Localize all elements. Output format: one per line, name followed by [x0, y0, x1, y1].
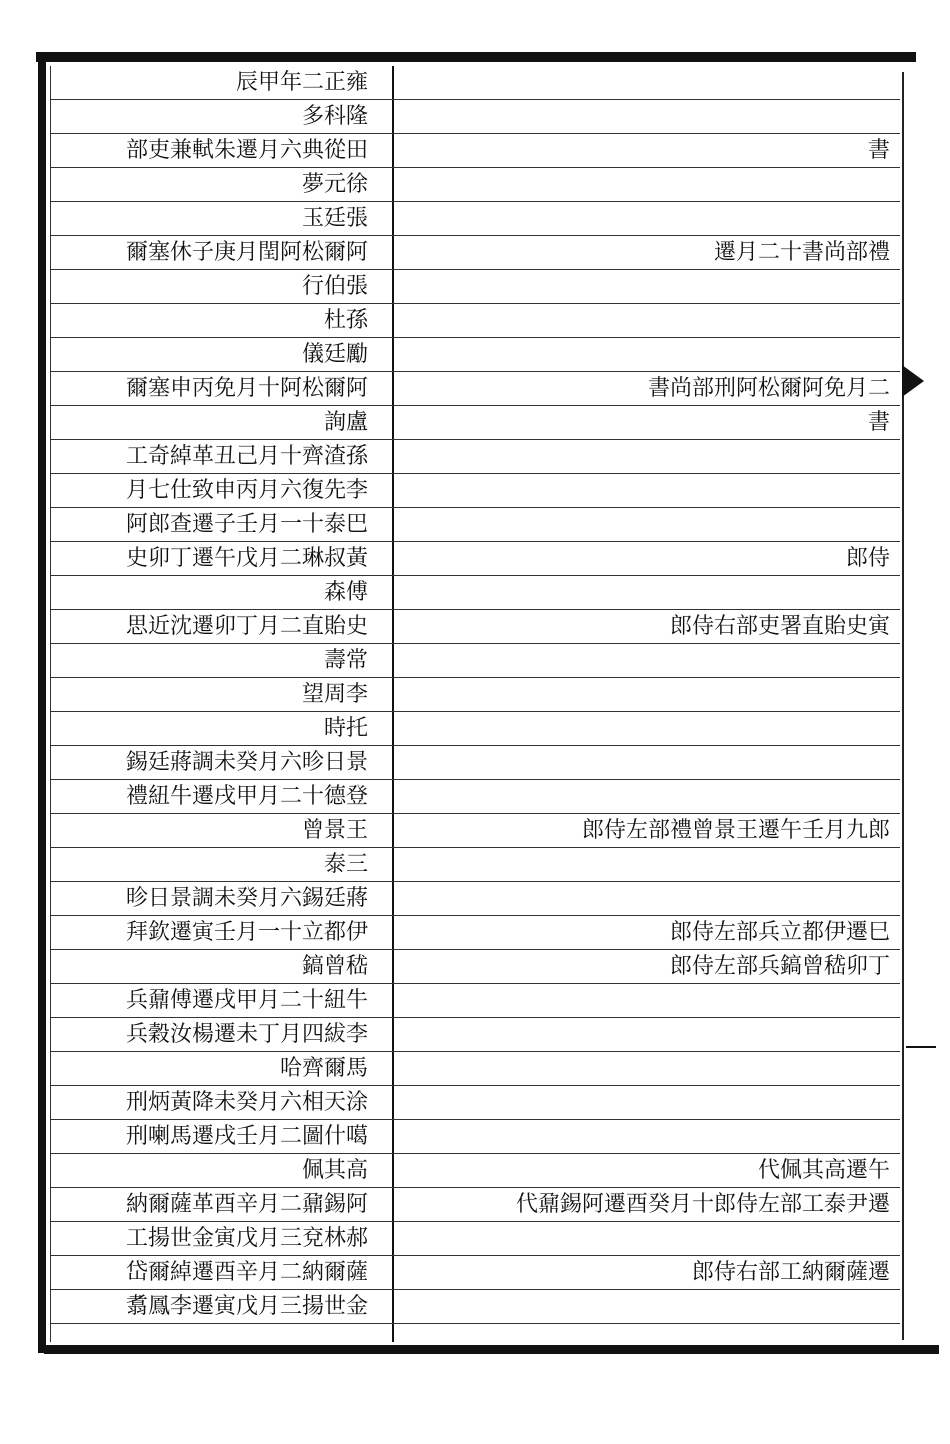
official-name-cell: 爾塞申丙免月十阿松爾阿 [125, 376, 368, 401]
appointment-note-cell [394, 338, 890, 371]
table-row [50, 508, 900, 542]
appointment-note-cell: 郎侍左部兵鎬曾嵇卯丁 [669, 954, 890, 979]
table-row [50, 882, 900, 916]
appointment-note-cell [394, 984, 890, 1017]
appointment-note-cell [394, 100, 890, 133]
table-row [50, 712, 900, 746]
table-row [50, 1290, 900, 1324]
page-notch-marker [902, 365, 924, 397]
bottom-border [44, 1345, 939, 1354]
appointment-note-cell [394, 304, 890, 337]
official-name-cell: 刑炳黃降未癸月六相天涂 [125, 1090, 368, 1115]
official-name-cell: 森傅 [323, 580, 368, 605]
table-row [50, 746, 900, 780]
official-name-cell: 工奇綽革丑己月十齊渣孫 [125, 444, 368, 469]
table-row [50, 1086, 900, 1120]
official-name-cell: 岱爾綽遷酉辛月二納爾薩 [125, 1260, 368, 1285]
appointment-note-cell [394, 270, 890, 303]
official-name-cell: 工揚世金寅戊月三兗林郝 [125, 1226, 368, 1251]
table-row [50, 134, 900, 168]
official-name-cell: 曾景王 [301, 818, 368, 843]
top-border [36, 52, 916, 62]
official-name-cell: 翥鳳李遷寅戊月三揚世金 [125, 1294, 368, 1319]
appointment-note-cell: 郎侍右部吏署直貽史寅 [669, 614, 890, 639]
table-row [50, 950, 900, 984]
appointment-note-cell: 郎侍 [845, 546, 890, 571]
appointment-note-cell [394, 440, 890, 473]
table-row [50, 372, 900, 406]
official-name-cell: 佩其高 [301, 1158, 368, 1183]
appointment-note-cell [394, 678, 890, 711]
official-name-cell: 杜孫 [323, 308, 368, 333]
official-name-cell: 望周李 [301, 682, 368, 707]
official-name-cell: 納爾薩革酉辛月二鼐錫阿 [125, 1192, 368, 1217]
appointment-note-cell: 遷月二十書尚部禮 [713, 240, 890, 265]
table-row [50, 1018, 900, 1052]
table-row [50, 474, 900, 508]
appointment-note-cell [394, 1086, 890, 1119]
appointment-note-cell [394, 474, 890, 507]
table-row [50, 848, 900, 882]
table-row [50, 1052, 900, 1086]
table-row [50, 1256, 900, 1290]
table-row [50, 304, 900, 338]
table-row [50, 542, 900, 576]
table-row [50, 100, 900, 134]
appointment-note-cell [394, 848, 890, 881]
official-name-cell: 拜欽遷寅壬月一十立都伊 [125, 920, 368, 945]
official-name-cell: 爾塞休子庚月閏阿松爾阿 [125, 240, 368, 265]
appointment-note-cell [394, 746, 890, 779]
appointment-note-cell: 書 [867, 138, 890, 163]
appointment-note-cell: 書 [867, 410, 890, 435]
table-row [50, 202, 900, 236]
appointment-note-cell [394, 168, 890, 201]
left-border [38, 55, 46, 1353]
official-name-cell: 錫廷蔣調未癸月六昣日景 [125, 750, 368, 775]
table-row [50, 1188, 900, 1222]
official-name-cell: 玉廷張 [301, 206, 368, 231]
official-name-cell: 思近沈遷卯丁月二直貽史 [125, 614, 368, 639]
official-name-cell: 哈齊爾馬 [279, 1056, 368, 1081]
table-row [50, 168, 900, 202]
official-name-cell: 禮紐牛遷戌甲月二十德登 [125, 784, 368, 809]
official-name-cell: 刑喇馬遷戌壬月二圖什噶 [125, 1124, 368, 1149]
table-row [50, 440, 900, 474]
appointment-note-cell: 郎侍左部兵立都伊遷巳 [669, 920, 890, 945]
official-name-cell: 詢盧 [323, 410, 368, 435]
official-name-cell: 部吏兼軾朱遷月六典從田 [125, 138, 368, 163]
table-row [50, 984, 900, 1018]
official-name-cell: 泰三 [323, 852, 368, 877]
appointment-note-cell: 書尚部刑阿松爾阿免月二 [647, 376, 890, 401]
appointment-note-cell [394, 1290, 890, 1323]
table-row [50, 780, 900, 814]
official-name-cell: 月七仕致申丙月六復先李 [125, 478, 368, 503]
table-row [50, 236, 900, 270]
official-name-cell: 辰甲年二正雍 [235, 70, 368, 95]
register-table [50, 66, 900, 1324]
appointment-note-cell [394, 712, 890, 745]
appointment-note-cell: 代鼐錫阿遷酉癸月十郎侍左部工泰尹遷 [515, 1192, 890, 1217]
appointment-note-cell: 郎侍左部禮曾景王遷午壬月九郎 [581, 818, 890, 843]
table-row [50, 1120, 900, 1154]
official-name-cell: 壽常 [323, 648, 368, 673]
official-name-cell: 鎬曾嵇 [301, 954, 368, 979]
appointment-note-cell [394, 780, 890, 813]
appointment-note-cell [394, 1018, 890, 1051]
table-row [50, 916, 900, 950]
table-row [50, 610, 900, 644]
appointment-note-cell: 郎侍右部工納爾薩遷 [691, 1260, 890, 1285]
official-name-cell: 昣日景調未癸月六錫廷蔣 [125, 886, 368, 911]
right-border [902, 72, 904, 1340]
table-row [50, 338, 900, 372]
appointment-note-cell [394, 202, 890, 235]
official-name-cell: 史卯丁遷午戊月二琳叔黃 [125, 546, 368, 571]
table-row [50, 1222, 900, 1256]
appointment-note-cell [394, 644, 890, 677]
appointment-note-cell [394, 1120, 890, 1153]
table-row [50, 644, 900, 678]
table-row [50, 678, 900, 712]
appointment-note-cell [394, 882, 890, 915]
appointment-note-cell [394, 508, 890, 541]
official-name-cell: 阿郎查遷子壬月一十泰巴 [125, 512, 368, 537]
table-row [50, 814, 900, 848]
official-name-cell: 夢元徐 [301, 172, 368, 197]
table-row [50, 576, 900, 610]
margin-tick [906, 1046, 936, 1048]
appointment-note-cell [394, 66, 890, 99]
official-name-cell: 儀廷勵 [301, 342, 368, 367]
appointment-note-cell: 代佩其高遷午 [757, 1158, 890, 1183]
table-row [50, 66, 900, 100]
official-name-cell: 時托 [323, 716, 368, 741]
table-row [50, 406, 900, 440]
table-row [50, 1154, 900, 1188]
official-name-cell: 兵穀汝楊遷未丁月四紱李 [125, 1022, 368, 1047]
official-name-cell: 行伯張 [301, 274, 368, 299]
appointment-note-cell [394, 1222, 890, 1255]
appointment-note-cell [394, 1052, 890, 1085]
table-row [50, 270, 900, 304]
official-name-cell: 兵鼐傅遷戌甲月二十紐牛 [125, 988, 368, 1013]
appointment-note-cell [394, 576, 890, 609]
official-name-cell: 多科隆 [301, 104, 368, 129]
